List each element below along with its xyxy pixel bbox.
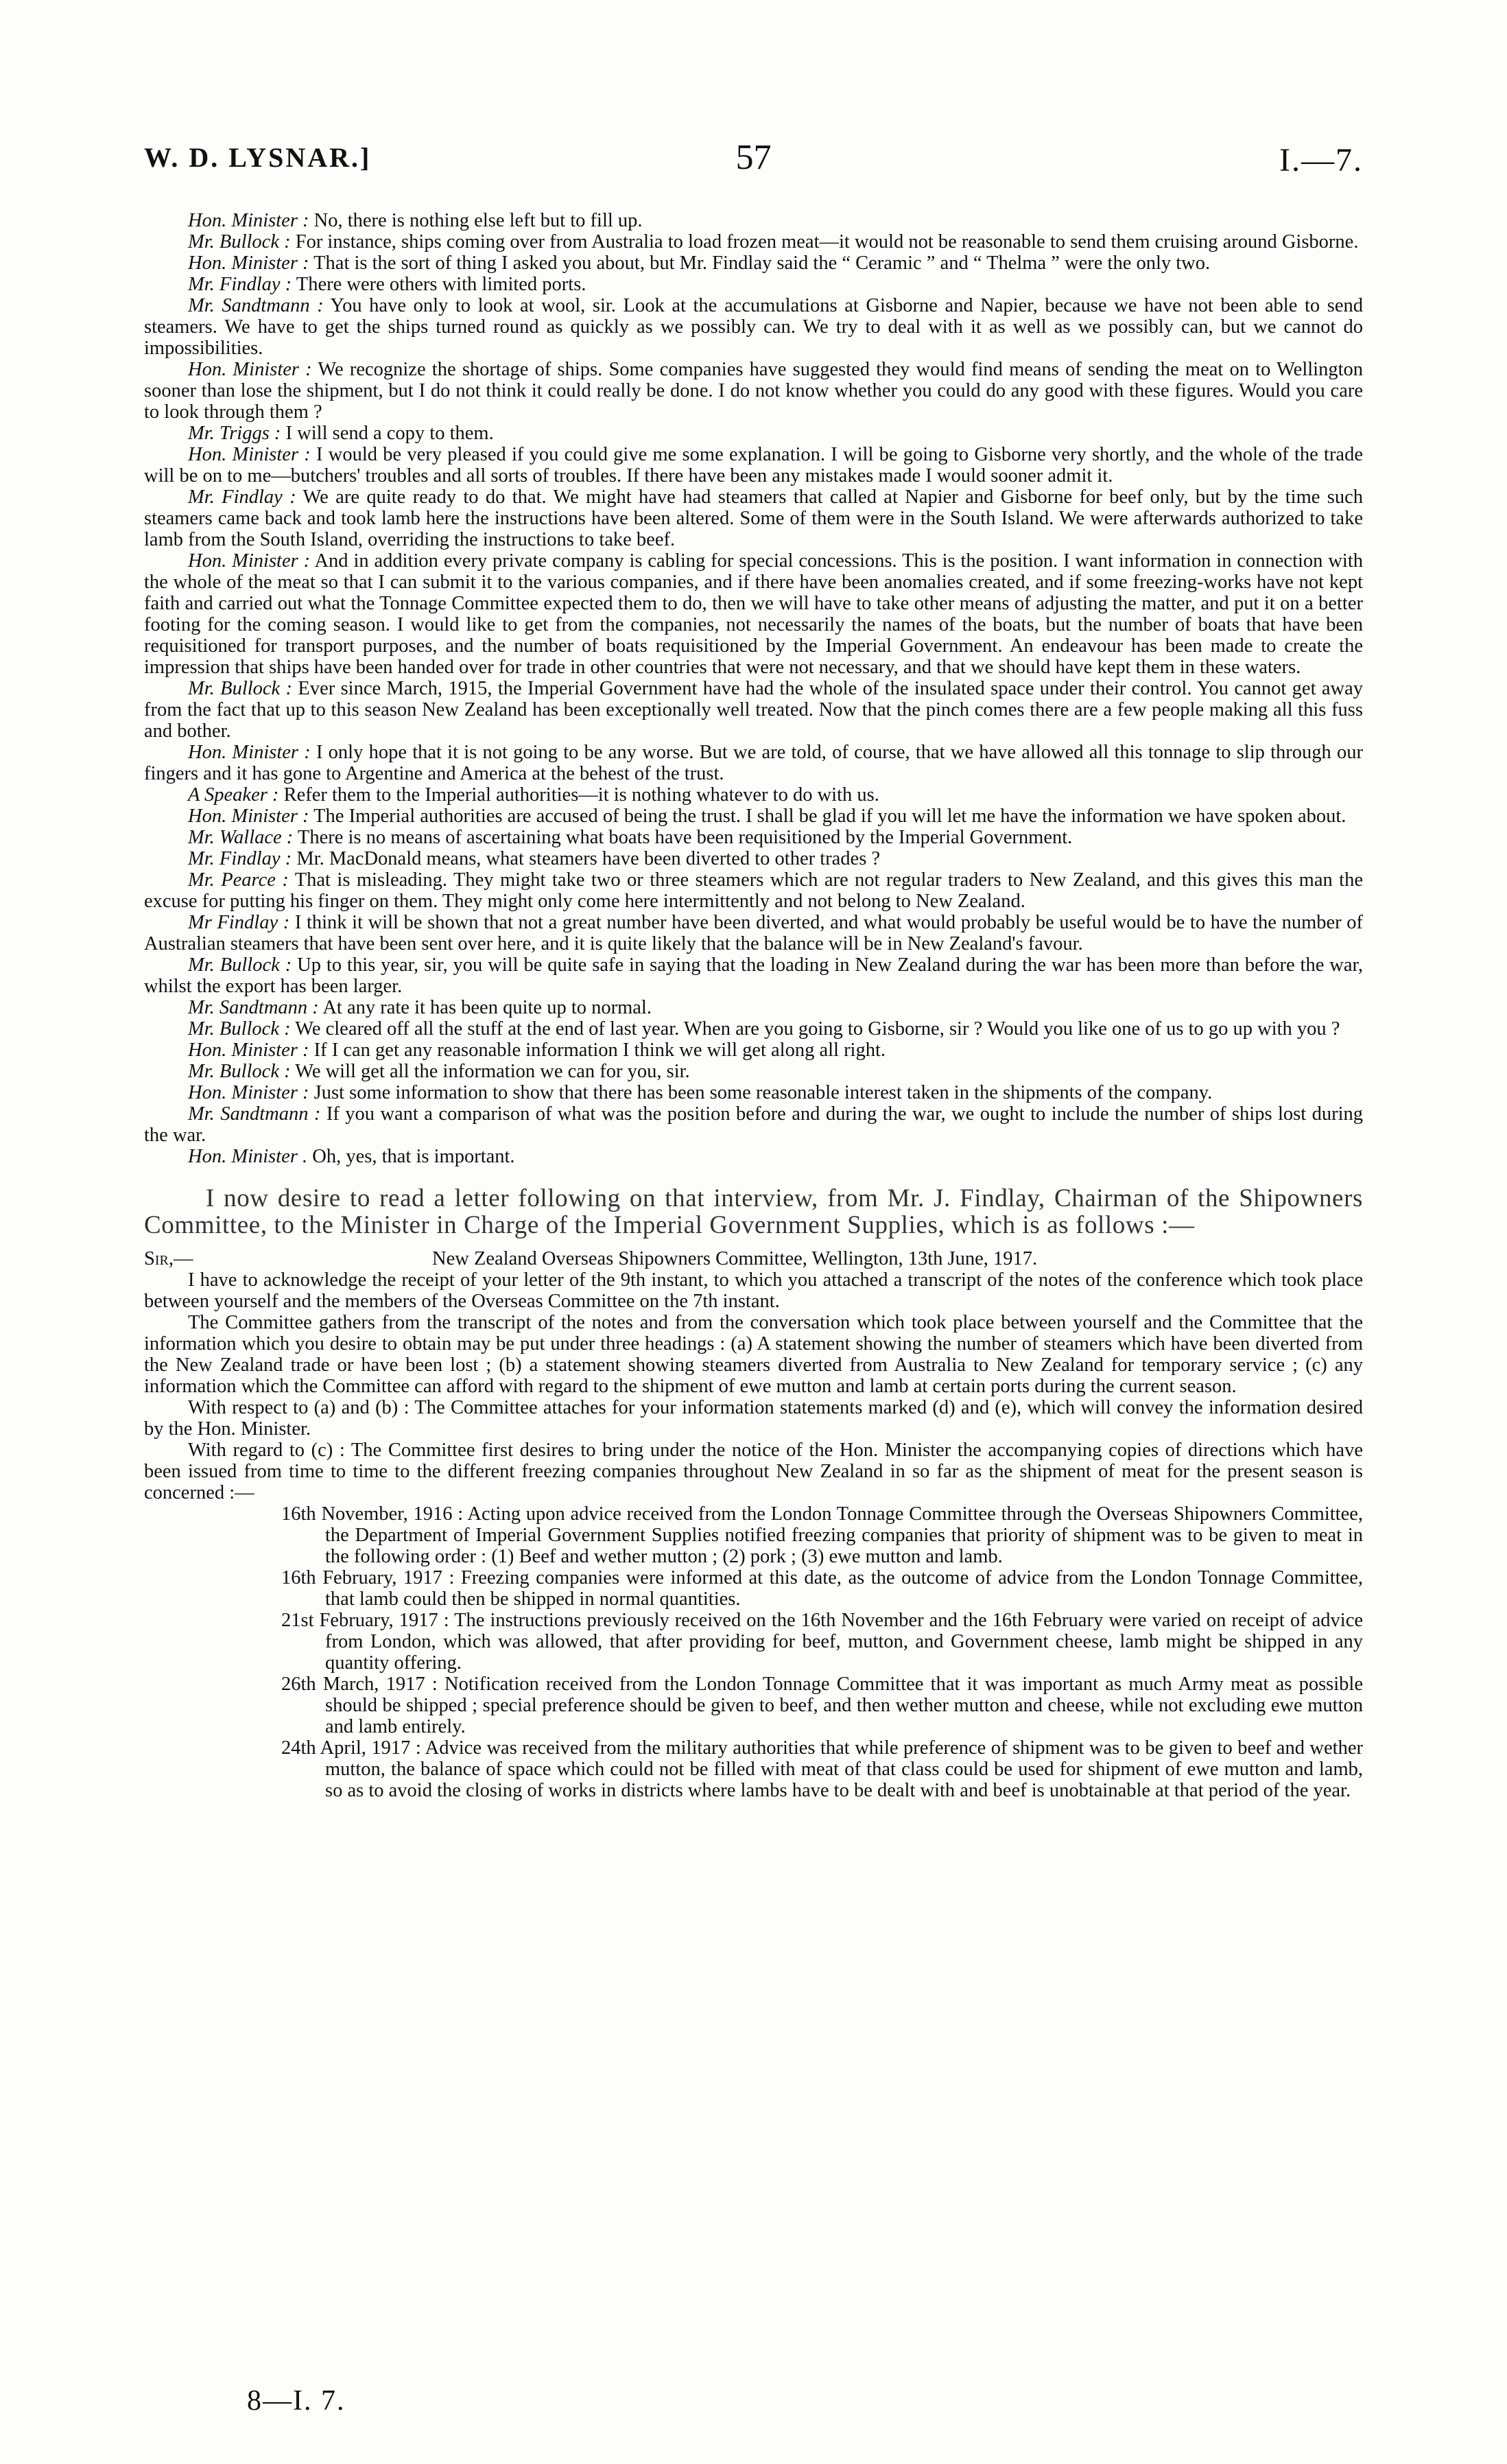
speaker-name: Mr. Bullock : <box>188 231 291 253</box>
transcript-paragraph <box>144 444 1363 486</box>
transcript-paragraph <box>144 806 1363 827</box>
transcript-paragraph <box>144 1146 1363 1167</box>
dated-entry <box>281 1610 1363 1674</box>
speech-text: That is the sort of thing I asked you about, but Mr. Findlay said the “ Ceramic ” and “ Thelma ” were the only two. <box>309 253 1211 274</box>
page-footer-signature: 8—I. 7. <box>247 2385 346 2417</box>
transcript-paragraph <box>144 1018 1363 1040</box>
transcript-paragraph <box>144 423 1363 444</box>
entry-date: 21st February, 1917 : <box>281 1610 449 1631</box>
letter-salutation: Sir,— <box>144 1248 193 1269</box>
entry-text: Acting upon advice received from the London Tonnage Committee through the Overseas Shipowners Committee, the Department of Imperial Government Supplies notified freezing companies that priority of shipment was to be given to meat in the following order : (1) Beef and wether mutton ; (2) pork ; (3) ewe mutton and lamb. <box>325 1503 1363 1567</box>
speaker-name: Mr. Sandtmann : <box>188 1103 321 1125</box>
speaker-name: Hon. Minister : <box>188 210 309 231</box>
entry-text: The instructions previously received on the 16th November and the 16th February were varied on receipt of advice from London, which was allowed, that after providing for beef, mutton, and Government cheese, lamb might be shipped in any quantity offering. <box>325 1610 1363 1674</box>
letter-paragraph: I have to acknowledge the receipt of your letter of the 9th instant, to which you attached a transcript of the notes of the conference which took place between yourself and the members of the Overseas Committee on the 7th instant. <box>144 1269 1363 1312</box>
speaker-name: Hon. Minister . <box>188 1146 308 1167</box>
speaker-name: Mr. Bullock : <box>188 678 293 699</box>
speech-text: Mr. MacDonald means, what steamers have been diverted to other trades ? <box>292 848 881 869</box>
speech-text: We are quite ready to do that. We might have had steamers that called at Napier and Gisborne for beef only, but by the time such steamers came back and took lamb here the instructions have been altered. Some of them were in the South Island. We were afterwards authorized to take lamb from the South Island, overriding the instructions to take beef. <box>144 486 1363 550</box>
speech-text: We recognize the shortage of ships. Some companies have suggested they would find means of sending the meat on to Wellington sooner than lose the shipment, but I do not think it could really be done. I do not know whether you could do any good with these figures. Would you care to look through them ? <box>144 359 1363 423</box>
speech-text: Oh, yes, that is important. <box>307 1146 515 1167</box>
speaker-name: Mr. Findlay : <box>188 486 296 508</box>
speech-text: There is no means of ascertaining what boats have been requisitioned by the Imperial Government. <box>293 827 1073 848</box>
entry-text: Advice was received from the military authorities that while preference of shipment was to be given to beef and wether mutton, the balance of space which could not be filled with meat of that class could be used for shipment of ewe mutton and lamb, so as to avoid the closing of works in districts where lambs have to be dealt with and beef is unobtainable at that period of the year. <box>325 1737 1363 1801</box>
dated-entry <box>281 1737 1363 1801</box>
header-author: W. D. LYSNAR.] <box>144 142 372 173</box>
transcript-paragraph <box>144 1103 1363 1146</box>
intro-paragraph: I now desire to read a letter following on that interview, from Mr. J. Findlay, Chairman of the Shipowners Committee, to the Minister in Charge of the Imperial Government Supplies, which is as follows :— <box>144 1184 1363 1239</box>
entry-text: Freezing companies were informed at this date, as the outcome of advice from the London Tonnage Committee, that lamb could then be shipped in normal quantities. <box>325 1567 1363 1610</box>
transcript-paragraph <box>144 359 1363 423</box>
transcript-paragraph <box>144 253 1363 274</box>
page-header <box>144 138 1363 183</box>
speech-text: I only hope that it is not going to be any worse. But we are told, of course, that we have allowed all this tonnage to slip through our fingers and it has gone to Argentine and America at the behest of the trust. <box>144 742 1363 784</box>
speaker-name: Mr. Bullock : <box>188 954 292 976</box>
entry-date: 16th February, 1917 : <box>281 1567 455 1588</box>
letter-body <box>144 1269 1363 1503</box>
letter-paragraph: With regard to (c) : The Committee first desires to bring under the notice of the Hon. Minister the accompanying copies of directions which have been issued from time to time to the different freezing companies throughout New Zealand in so far as the shipment of meat for the present season is concerned :— <box>144 1440 1363 1503</box>
speech-text: Up to this year, sir, you will be quite safe in saying that the loading in New Zealand during the war has been more than before the war, whilst the export has been larger. <box>144 954 1363 997</box>
transcript-paragraph <box>144 742 1363 784</box>
speech-text: And in addition every private company is cabling for special concessions. This is the position. I want information in connection with the whole of the meat so that I can submit it to the various companies, and if there have been anomalies created, and if some freezing-works have not kept faith and carried out what the Tonnage Committee expected them to do, then we will have to take other means of adjusting the matter, and put it on a better footing for the coming season. I would like to get from the companies, not necessarily the names of the boats, but the number of boats that have been requisitioned for transport purposes, and the number of boats requisitioned by the Imperial Government. An endeavour has been made to create the impression that ships have been handed over for trade in other countries that were not necessary, and that we should have kept them in these waters. <box>144 550 1363 678</box>
transcript-paragraph <box>144 486 1363 550</box>
speech-text: Just some information to show that there has been some reasonable interest taken in the shipments of the company. <box>309 1082 1213 1103</box>
transcript-paragraph <box>144 784 1363 806</box>
letter-dated-entries <box>144 1503 1363 1801</box>
transcript-paragraph <box>144 912 1363 954</box>
dated-entry <box>281 1674 1363 1737</box>
transcript-paragraph <box>144 1040 1363 1061</box>
speaker-name: Mr. Sandtmann : <box>188 295 324 316</box>
speech-text: If I can get any reasonable information I think we will get along all right. <box>309 1040 886 1061</box>
transcript-paragraph <box>144 954 1363 997</box>
entry-date: 26th March, 1917 : <box>281 1674 438 1695</box>
speech-text: The Imperial authorities are accused of being the trust. I shall be glad if you will let me have the information we have spoken about. <box>309 806 1346 827</box>
speaker-name: Hon. Minister : <box>188 253 309 274</box>
speaker-name: Mr Findlay : <box>188 912 290 933</box>
transcript-paragraph <box>144 869 1363 912</box>
speaker-name: Mr. Triggs : <box>188 423 281 444</box>
speech-text: We cleared off all the stuff at the end of last year. When are you going to Gisborne, sir ? Would you like one of us to go up with you ? <box>290 1018 1340 1040</box>
speech-text: I will send a copy to them. <box>281 423 494 444</box>
speech-text: Refer them to the Imperial authorities—it is nothing whatever to do with us. <box>278 784 879 806</box>
speaker-name: Hon. Minister : <box>188 1082 309 1103</box>
transcript-paragraph <box>144 1082 1363 1103</box>
speaker-name: A Speaker : <box>188 784 279 806</box>
document-reference: I.—7. <box>1279 142 1363 178</box>
speech-text: We will get all the information we can for you, sir. <box>290 1061 690 1082</box>
transcript-paragraph <box>144 210 1363 231</box>
letter-paragraph: With respect to (a) and (b) : The Committee attaches for your information statements marked (d) and (e), which will convey the information desired by the Hon. Minister. <box>144 1397 1363 1440</box>
transcript-paragraph <box>144 1061 1363 1082</box>
speaker-name: Mr. Findlay : <box>188 848 292 869</box>
intro-section <box>144 1185 1363 1239</box>
transcript-paragraph <box>144 678 1363 742</box>
letter-place-date: New Zealand Overseas Shipowners Committee, Wellington, 13th June, 1917. <box>432 1248 1038 1269</box>
speech-text: There were others with limited ports. <box>292 274 586 295</box>
speech-text: If you want a comparison of what was the position before and during the war, we ought to include the number of ships lost during the war. <box>144 1103 1363 1146</box>
speaker-name: Mr. Bullock : <box>188 1061 291 1082</box>
speech-text: No, there is nothing else left but to fill up. <box>309 210 643 231</box>
speech-text: At any rate it has been quite up to normal. <box>318 997 652 1018</box>
speech-text: I think it will be shown that not a great number have been diverted, and what would probably be useful would be to have the number of Australian steamers that have been sent over here, and it is quite likely that the balance will be in New Zealand's favour. <box>144 912 1363 954</box>
entry-text: Notification received from the London Tonnage Committee that it was important as much Army meat as possible should be shipped ; special preference should be given to beef, and then wether mutton and cheese, while not excluding ewe mutton and lamb entirely. <box>325 1674 1364 1737</box>
speech-text: That is misleading. They might take two or three steamers which are not regular traders to New Zealand, and this gives this man the excuse for putting his finger on them. They might only come here intermittently and not belong to New Zealand. <box>144 869 1363 912</box>
page-body <box>144 210 1363 1801</box>
speaker-name: Mr. Findlay : <box>188 274 292 295</box>
entry-date: 16th November, 1916 : <box>281 1503 464 1525</box>
speech-text: You have only to look at wool, sir. Look at the accumulations at Gisborne and Napier, because we have not been able to send steamers. We have to get the ships turned round as quickly as we possibly can. We try to deal with it as well as we possibly can, but we cannot do impossibilities. <box>144 295 1363 359</box>
speaker-name: Hon. Minister : <box>188 1040 309 1061</box>
speaker-name: Mr. Wallace : <box>188 827 294 848</box>
speaker-name: Hon. Minister : <box>188 550 311 572</box>
speaker-name: Hon. Minister : <box>188 359 312 380</box>
transcript-paragraph <box>144 274 1363 295</box>
transcript-paragraph <box>144 550 1363 678</box>
speech-text: Ever since March, 1915, the Imperial Government have had the whole of the insulated space under their control. You cannot get away from the fact that up to this season New Zealand has been exceptionally well treated. Now that the pinch comes there are a few people making all this fuss and bother. <box>144 678 1363 742</box>
speaker-name: Hon. Minister : <box>188 806 309 827</box>
letter-heading <box>144 1248 1363 1269</box>
speaker-name: Mr. Sandtmann : <box>188 997 319 1018</box>
speech-text: For instance, ships coming over from Australia to load frozen meat—it would not be reasonable to send them cruising around Gisborne. <box>290 231 1359 253</box>
transcript-paragraph <box>144 827 1363 848</box>
speech-text: I would be very pleased if you could give me some explanation. I will be going to Gisborne very shortly, and the whole of the trade will be on to me—butchers' troubles and all sorts of troubles. If there have been any mistakes made I would sooner admit it. <box>144 444 1363 486</box>
transcript-paragraph <box>144 997 1363 1018</box>
dated-entry <box>281 1503 1363 1567</box>
dated-entry <box>281 1567 1363 1610</box>
letter-paragraph: The Committee gathers from the transcript of the notes and from the conversation which took place between yourself and the Committee that the information which you desire to obtain may be put under three headings : (a) A statement showing the number of steamers which have been diverted from the New Zealand trade or have been lost ; (b) a statement showing steamers diverted from Australia to New Zealand for temporary service ; (c) any information which the Committee can afford with regard to the shipment of ewe mutton and lamb at certain ports during the current season. <box>144 1312 1363 1397</box>
interview-transcript <box>144 210 1363 1167</box>
speaker-name: Hon. Minister : <box>188 444 311 465</box>
page-number: 57 <box>735 138 772 177</box>
transcript-paragraph <box>144 295 1363 359</box>
speaker-name: Hon. Minister : <box>188 742 311 763</box>
entry-date: 24th April, 1917 : <box>281 1737 421 1759</box>
transcript-paragraph <box>144 848 1363 869</box>
transcript-paragraph <box>144 231 1363 253</box>
speaker-name: Mr. Pearce : <box>188 869 289 891</box>
speaker-name: Mr. Bullock : <box>188 1018 291 1040</box>
